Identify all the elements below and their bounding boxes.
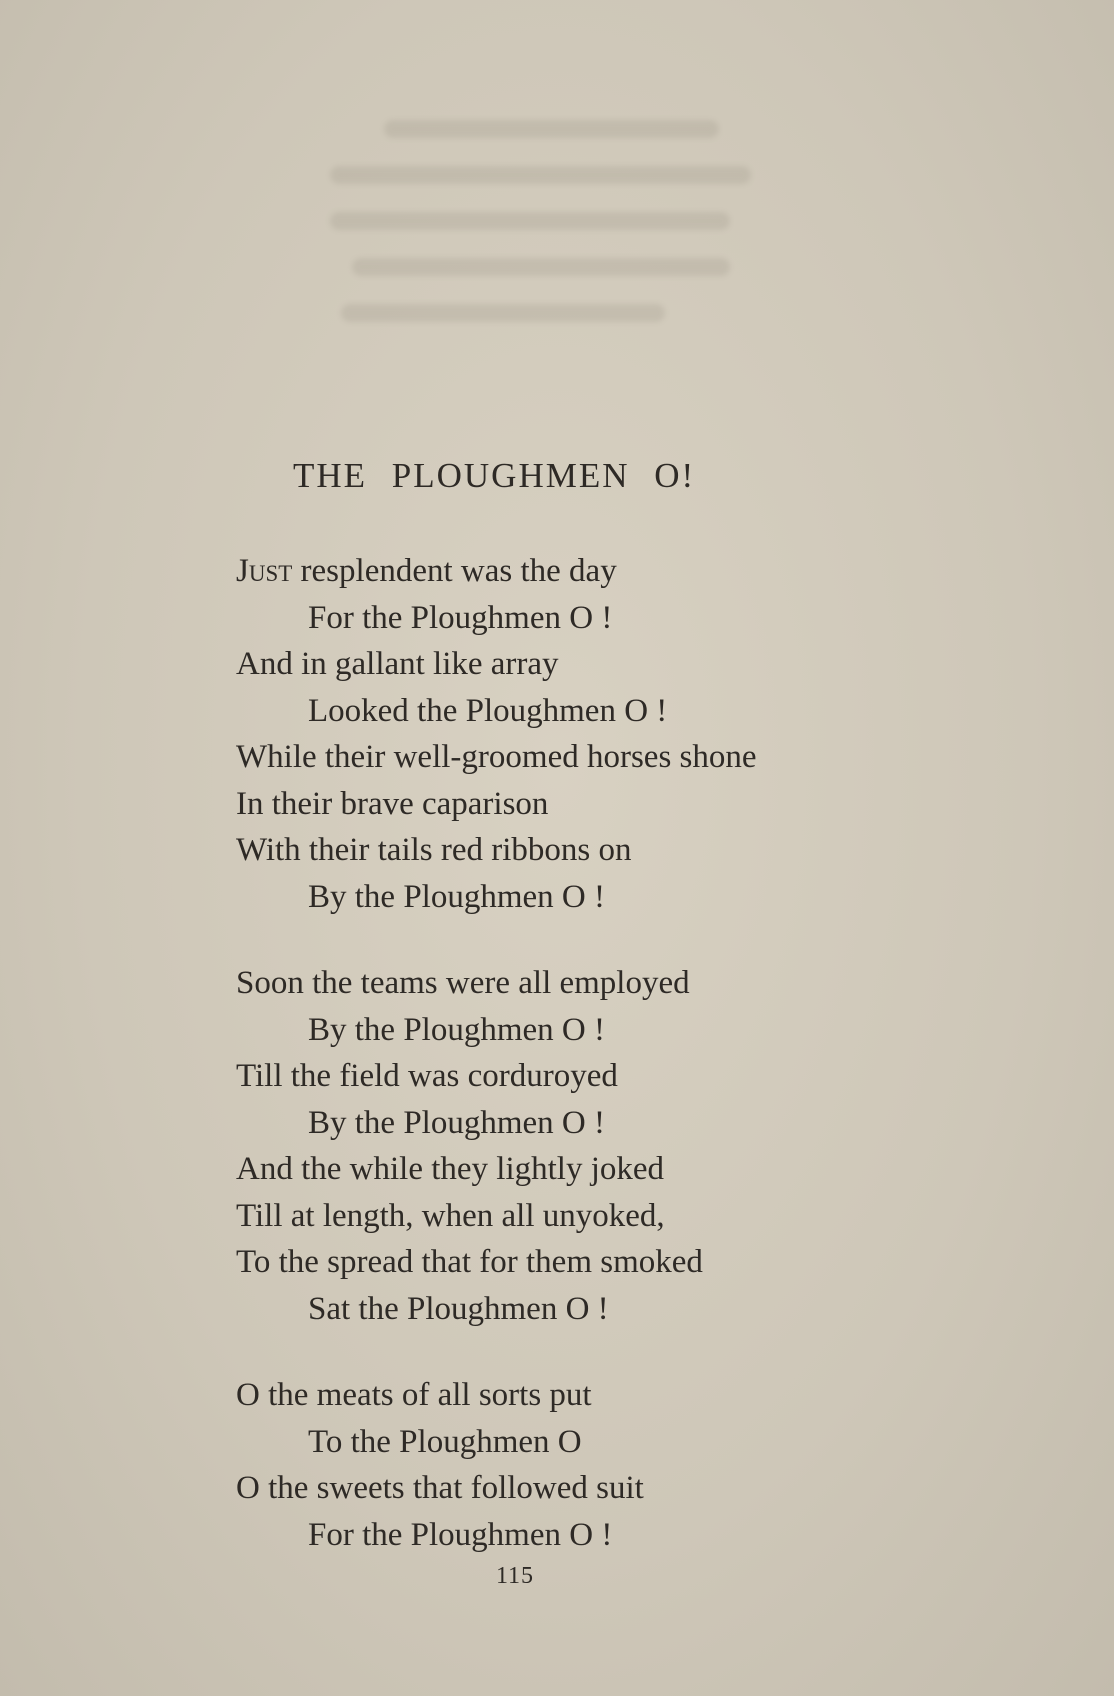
poem-line-refrain: For the Ploughmen O ! — [308, 599, 613, 636]
poem-line-refrain: Sat the Ploughmen O ! — [308, 1290, 609, 1327]
poem-line-refrain: Looked the Ploughmen O ! — [308, 692, 668, 729]
poem-title: THE PLOUGHMEN O! — [293, 456, 696, 495]
reverse-page-bleed-through — [330, 120, 870, 440]
poem-line-refrain: To the Ploughmen O — [308, 1423, 582, 1460]
poem-line: While their well-groomed horses shone — [236, 739, 757, 775]
poem-line: Soon the teams were all employed — [236, 965, 690, 1001]
poem-line: And in gallant like array — [236, 646, 559, 682]
poem-line-refrain: For the Ploughmen O ! — [308, 1516, 613, 1553]
poem-line-refrain: By the Ploughmen O ! — [308, 878, 605, 915]
poem-line: With their tails red ribbons on — [236, 832, 632, 868]
poem-line: In their brave caparison — [236, 785, 549, 822]
stanza-3 — [236, 1372, 956, 1558]
poem-line-refrain: By the Ploughmen O ! — [308, 1104, 605, 1141]
poem-line: And the while they lightly joked — [236, 1151, 665, 1187]
poem-line: Till the field was corduroyed — [236, 1058, 618, 1094]
page-number: 115 — [495, 1563, 535, 1589]
first-word-small-caps: Just — [236, 553, 293, 589]
poem-line-refrain: By the Ploughmen O ! — [308, 1011, 605, 1048]
poem-line: To the spread that for them smoked — [236, 1244, 703, 1280]
poem-line: O the sweets that followed suit — [236, 1470, 644, 1506]
first-line-rest: resplendent was the day — [292, 553, 617, 589]
stanza-1 — [236, 548, 956, 920]
poem-body — [236, 548, 956, 1598]
poem-line: Till at length, when all unyoked, — [236, 1197, 665, 1234]
stanza-2 — [236, 960, 956, 1332]
poem-line: O the meats of all sorts put — [236, 1377, 592, 1413]
poem-line — [236, 548, 956, 595]
